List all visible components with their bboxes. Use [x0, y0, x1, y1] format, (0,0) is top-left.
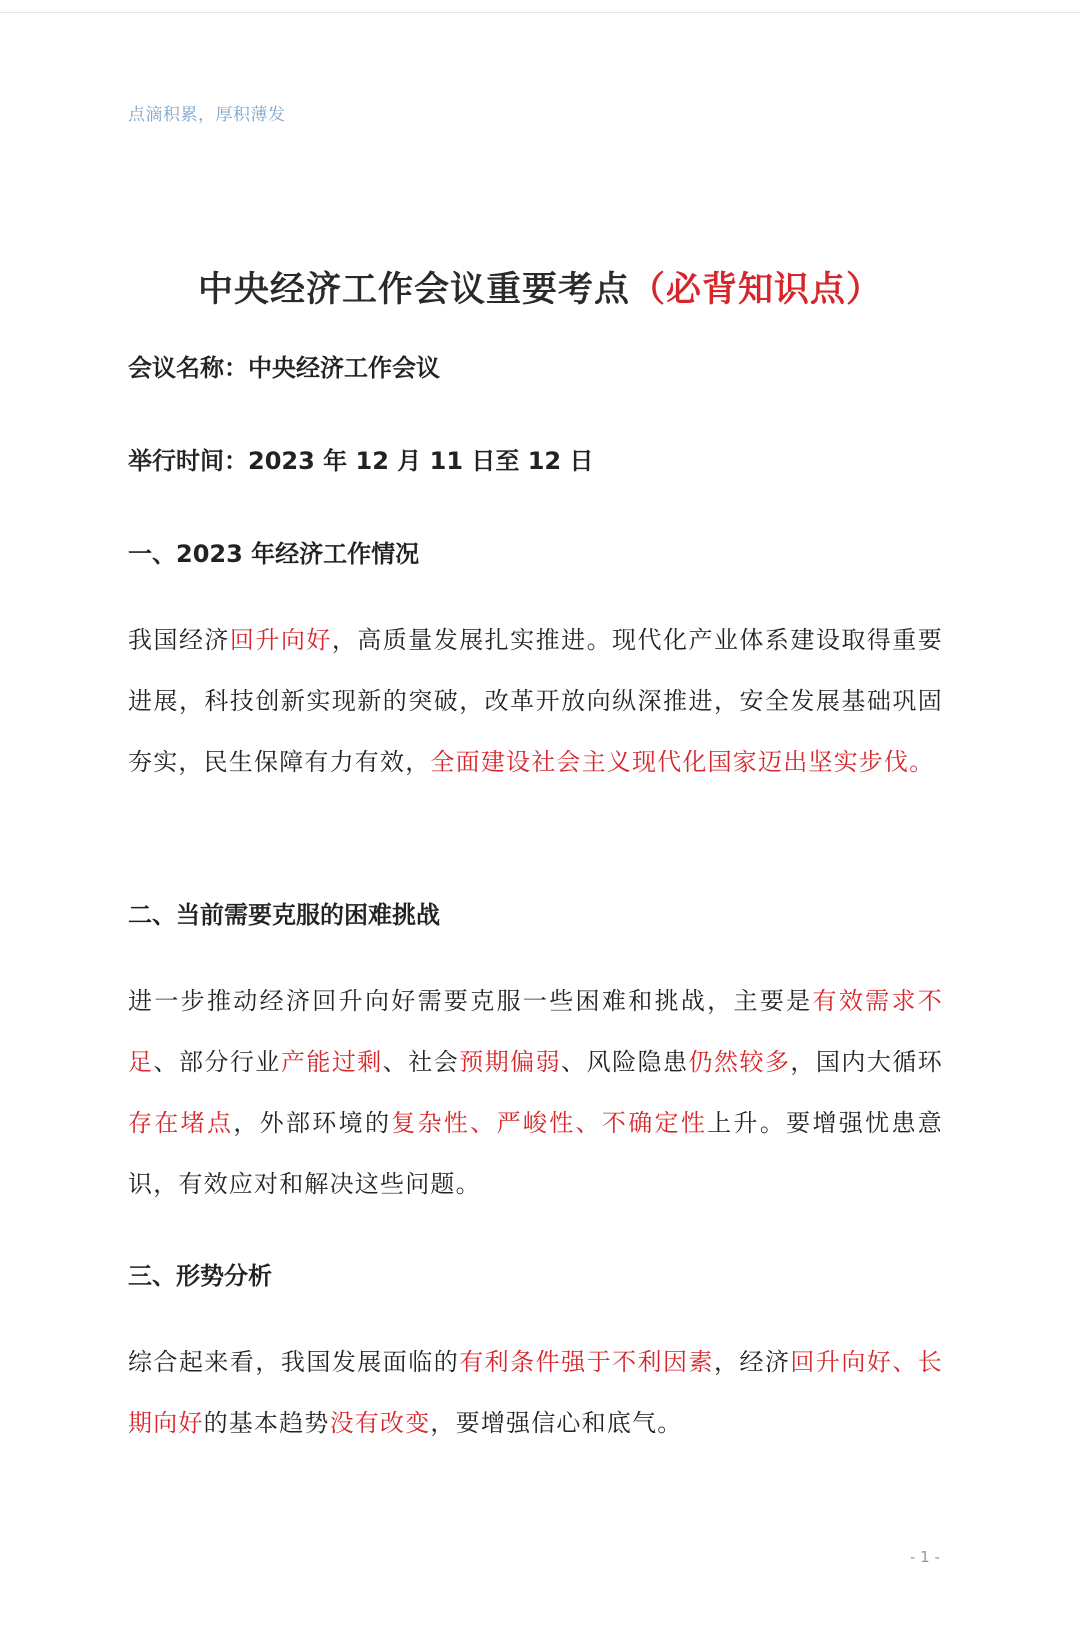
meeting-name-line — [128, 348, 440, 383]
title-highlight: （必背知识点） — [630, 270, 883, 310]
body-text: 进一步推动经济回升向好需要克服一些困难和挑战，主要是 — [128, 987, 813, 1015]
highlight-text: 复杂性、严峻性、不确定性 — [391, 1109, 708, 1137]
body-text: 我国经济 — [128, 626, 230, 654]
highlight-text: 有效需求不足 — [128, 987, 944, 1076]
section-heading-1: 一、2023 年经济工作情况 — [128, 540, 420, 568]
section-heading-3: 三、形势分析 — [128, 1262, 272, 1290]
body-text: 、社会 — [382, 1048, 460, 1076]
meeting-time-line — [128, 441, 593, 476]
section-paragraph-3 — [128, 1332, 943, 1454]
highlight-text: 预期偏弱 — [459, 1048, 562, 1076]
body-text: ，高质量发展扎实推进。现代化产业体系建设取得重要进展，科技创新实现新的突破，改革开放向纵深推进，安全发展基础巩固夯实，民生保障有力有效， — [128, 626, 943, 776]
highlight-text: 产能过剩 — [280, 1048, 383, 1076]
body-text: ，经济 — [713, 1348, 791, 1376]
body-text: 综合起来看，我国发展面临的 — [128, 1348, 460, 1376]
body-text: ，国内大循环 — [790, 1048, 944, 1076]
header-note: 点滴积累，厚积薄发 — [128, 105, 286, 125]
highlight-text: 存在堵点 — [128, 1109, 234, 1137]
meeting-time-label: 举行时间： — [128, 447, 248, 475]
section-paragraph-1 — [128, 610, 943, 793]
body-text: ，要增强信心和底气。 — [430, 1409, 683, 1437]
section-paragraph-2 — [128, 971, 943, 1215]
highlight-text: 没有改变 — [329, 1409, 431, 1437]
highlight-text: 全面建设社会主义现代化国家迈出坚实步伐。 — [430, 748, 935, 776]
body-text: 上升。要增强忧患意识，有效应对和解决这些问题。 — [128, 1109, 943, 1198]
highlight-text: 有利条件强于不利因素 — [459, 1348, 714, 1376]
body-text: 的基本趋势 — [203, 1409, 330, 1437]
meeting-time-value: 2023 年 12 月 11 日至 12 日 — [248, 447, 594, 475]
highlight-text: 仍然较多 — [688, 1048, 791, 1076]
meeting-name-value: 中央经济工作会议 — [248, 354, 440, 382]
meeting-name-label: 会议名称： — [128, 354, 248, 382]
highlight-text: 回升向好、长期向好 — [128, 1348, 944, 1437]
page-title — [0, 262, 1080, 312]
body-text: 、风险隐患 — [561, 1048, 689, 1076]
section-heading-2: 二、当前需要克服的困难挑战 — [128, 901, 440, 929]
title-main: 中央经济工作会议重要考点 — [197, 270, 630, 310]
body-text: 、部分行业 — [153, 1048, 281, 1076]
top-rule — [0, 0, 1080, 13]
page-number: - 1 - — [910, 1548, 940, 1566]
body-text: ，外部环境的 — [233, 1109, 392, 1137]
highlight-text: 回升向好 — [229, 626, 332, 654]
